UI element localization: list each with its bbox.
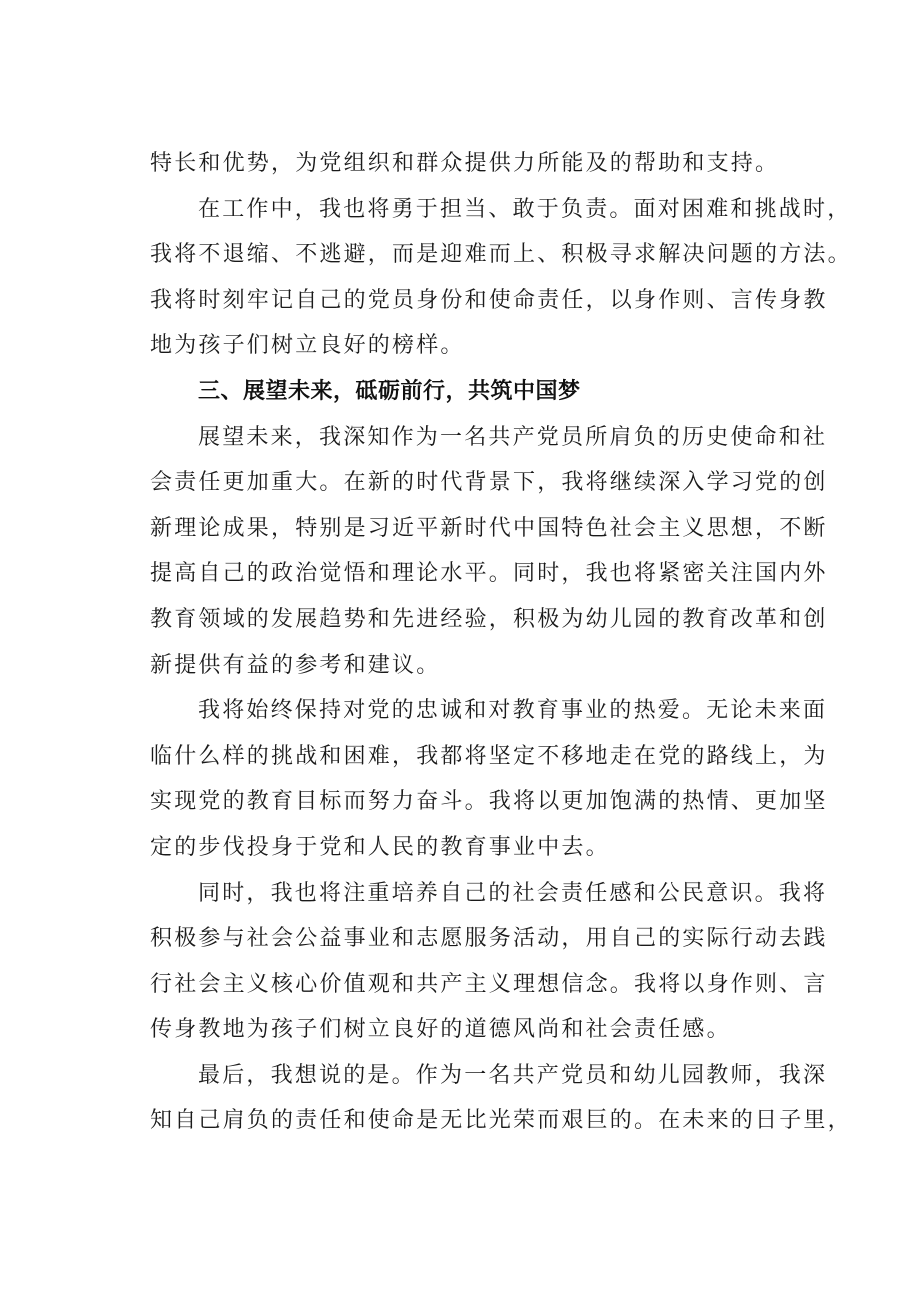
text-line: 传身教地为孩子们树立良好的道德风尚和社会责任感。 xyxy=(150,1017,731,1043)
text-line: 地为孩子们树立良好的榜样。 xyxy=(150,333,465,359)
text-line: 提高自己的政治觉悟和理论水平。同时，我也将紧密关注国内外 xyxy=(150,561,828,587)
text-line: 教育领域的发展趋势和先进经验，积极为幼儿园的教育改革和创 xyxy=(150,606,828,632)
text-line: 新理论成果，特别是习近平新时代中国特色社会主义思想，不断 xyxy=(150,515,828,541)
text-line: 知自己肩负的责任和使命是无比光荣而艰巨的。在未来的日子里， xyxy=(150,1108,852,1134)
text-line: 最后，我想说的是。作为一名共产党员和幼儿园教师，我深 xyxy=(198,1062,828,1088)
text-line: 特长和优势，为党组织和群众提供力所能及的帮助和支持。 xyxy=(150,151,780,176)
text-line: 展望未来，我深知作为一名共产党员所肩负的历史使命和社 xyxy=(198,424,828,450)
text-line: 临什么样的挑战和困难，我都将坚定不移地走在党的路线上，为 xyxy=(150,743,828,769)
section-heading: 三、展望未来，砥砺前行，共筑中国梦 xyxy=(198,378,581,404)
text-line: 行社会主义核心价值观和共产主义理想信念。我将以身作则、言 xyxy=(150,971,828,997)
text-line: 我将始终保持对党的忠诚和对教育事业的热爱。无论未来面 xyxy=(198,698,828,724)
text-line: 在工作中，我也将勇于担当、敢于负责。面对困难和挑战时， xyxy=(198,196,852,222)
text-line: 积极参与社会公益事业和志愿服务活动，用自己的实际行动去践 xyxy=(150,926,828,952)
text-line: 定的步伐投身于党和人民的教育事业中去。 xyxy=(150,834,610,860)
text-line: 我将时刻牢记自己的党员身份和使命责任，以身作则、言传身教 xyxy=(150,287,828,313)
text-line: 实现党的教育目标而努力奋斗。我将以更加饱满的热情、更加坚 xyxy=(150,789,828,815)
text-line: 我将不退缩、不逃避，而是迎难而上、积极寻求解决问题的方法。 xyxy=(150,242,852,268)
document-body xyxy=(150,141,852,1144)
text-line: 同时，我也将注重培养自己的社会责任感和公民意识。我将 xyxy=(198,880,828,906)
text-line: 新提供有益的参考和建议。 xyxy=(150,652,441,678)
text-line: 会责任更加重大。在新的时代背景下，我将继续深入学习党的创 xyxy=(150,470,828,496)
